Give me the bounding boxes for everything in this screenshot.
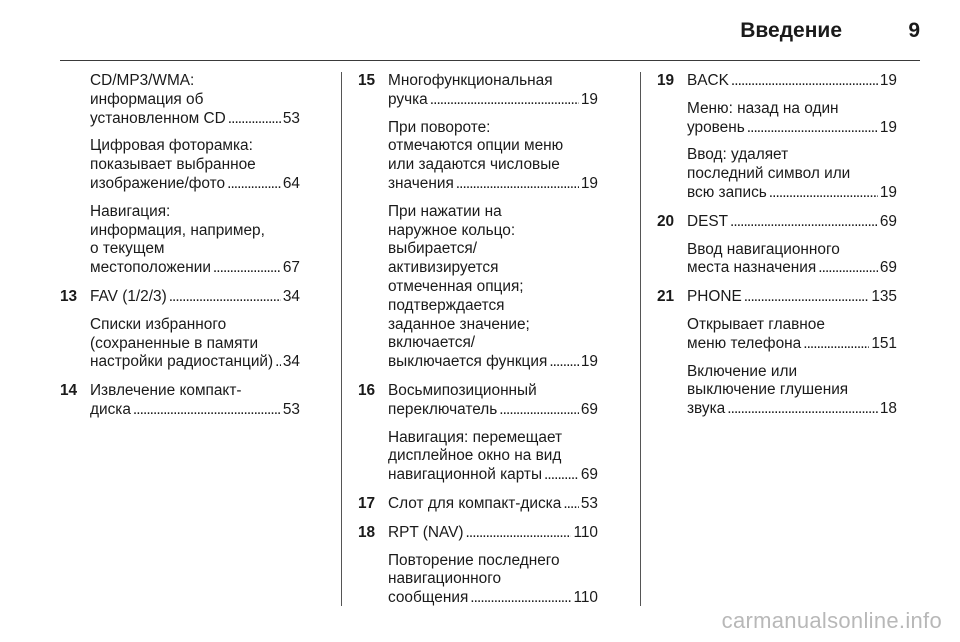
entry-text-line: значения: [388, 174, 454, 192]
entry-item: [687, 72, 897, 91]
entry-text-line: Списки избранного: [90, 315, 227, 333]
entry-text-line: звука: [687, 400, 726, 418]
entry-number: 13: [60, 287, 78, 305]
dot-leader: [731, 72, 878, 91]
entry-text-line: установленном CD: [90, 109, 226, 127]
legend-entry: [358, 72, 598, 372]
entry-text-line: выключение глушения: [687, 381, 849, 399]
entry-text-line: Ввод: удаляет: [687, 146, 789, 164]
legend-entry: [60, 72, 300, 278]
entry-item: [687, 213, 897, 232]
entry-text-line: Открывает главное: [687, 315, 825, 333]
legend-entry: [358, 382, 598, 485]
entry-reference-line: [687, 259, 897, 278]
column-divider: [341, 72, 342, 606]
entry-text-line: навигационного: [388, 570, 502, 588]
entry-item: [388, 524, 598, 543]
entry-reference-line: [687, 119, 897, 138]
entry-reference-line: [388, 524, 598, 543]
entry-text-line: сообщения: [388, 589, 469, 607]
entry-body: [687, 213, 897, 278]
entry-text-line: Меню: назад на один: [687, 99, 839, 117]
entry-text-line: Включение или: [687, 362, 798, 380]
entry-item: [90, 288, 300, 307]
page-reference: 110: [573, 589, 598, 607]
entry-item: [388, 72, 598, 110]
dot-leader: [499, 401, 579, 420]
entry-item: [687, 100, 897, 138]
page-header: [60, 0, 920, 61]
entry-item: [687, 241, 897, 279]
entry-text-line: показывает выбранное: [90, 156, 256, 174]
page-reference: 69: [580, 400, 598, 418]
dot-leader: [803, 335, 869, 354]
page-reference: 69: [879, 259, 897, 277]
entry-number: 14: [60, 382, 78, 400]
dot-leader: [466, 524, 572, 543]
entry-reference-line: [388, 353, 598, 372]
dot-leader: [213, 259, 281, 278]
dot-leader: [133, 401, 281, 420]
legend-entry: [60, 382, 300, 420]
page-reference: 110: [573, 523, 598, 541]
entry-reference-line: [388, 401, 598, 420]
entry-body: [687, 288, 897, 419]
entry-reference-line: [687, 184, 897, 203]
legend-entry: [657, 72, 897, 203]
page-reference: 19: [580, 90, 598, 108]
entry-number: 17: [358, 494, 376, 512]
entry-text-line: диска: [90, 400, 131, 418]
entry-text-line: ручка: [388, 90, 428, 108]
entry-reference-line: [90, 401, 300, 420]
legend-entry: [358, 495, 598, 514]
entry-text-line: о текущем: [90, 240, 165, 258]
entry-text-line: Извлечение компакт-: [90, 382, 242, 400]
dot-leader: [744, 288, 870, 307]
entry-body: [90, 72, 300, 278]
entry-reference-line: [687, 213, 897, 232]
entry-item: [90, 382, 300, 420]
entry-text-line: Навигация:: [90, 202, 171, 220]
page-number: 9: [908, 19, 920, 42]
entry-number: 15: [358, 72, 376, 89]
entry-text-line: Цифровая фоторамка:: [90, 137, 253, 155]
column-1: [60, 72, 300, 430]
entry-number: 18: [358, 523, 376, 541]
entry-text-line: выключается функция: [388, 353, 548, 371]
entry-text-line: подтверждается: [388, 296, 505, 314]
dot-leader: [769, 184, 878, 203]
entry-item: [388, 203, 598, 372]
entry-text-line: включается/: [388, 334, 476, 352]
dot-leader: [228, 110, 281, 129]
entry-item: [687, 363, 897, 419]
dot-leader: [730, 213, 878, 232]
entry-item: [388, 552, 598, 608]
entry-item: [687, 288, 897, 307]
entry-text-line: навигационной карты: [388, 466, 543, 484]
dot-leader: [430, 91, 579, 110]
entry-body: [388, 382, 598, 485]
page-reference: 53: [282, 109, 300, 127]
entry-text-line: CD/MP3/WMA:: [90, 72, 195, 89]
page-reference: 69: [580, 466, 598, 484]
entry-reference-line: [388, 175, 598, 194]
entry-text-line: При нажатии на: [388, 202, 502, 220]
entry-item: [388, 119, 598, 194]
dot-leader: [818, 259, 878, 278]
entry-body: [90, 382, 300, 420]
entry-text-line: FAV (1/2/3): [90, 287, 167, 305]
dot-leader: [563, 495, 579, 514]
entry-item: [388, 495, 598, 514]
entry-text-line: заданное значение;: [388, 315, 530, 333]
page-reference: 135: [871, 288, 897, 306]
entry-text-line: PHONE: [687, 288, 742, 306]
page-reference: 34: [282, 287, 300, 305]
entry-body: [388, 72, 598, 372]
entry-text-line: Многофункциональная: [388, 72, 553, 89]
dot-leader: [544, 466, 579, 485]
legend-entry: [60, 288, 300, 372]
entry-reference-line: [687, 288, 897, 307]
entry-text-line: DEST: [687, 212, 729, 230]
entry-reference-line: [90, 288, 300, 307]
entry-body: [687, 72, 897, 203]
entry-item: [388, 382, 598, 420]
entry-text-line: переключатель: [388, 400, 498, 418]
dot-leader: [227, 175, 281, 194]
entry-reference-line: [388, 589, 598, 608]
dot-leader: [470, 589, 571, 608]
entry-item: [687, 316, 897, 354]
page-reference: 19: [879, 183, 897, 201]
entry-body: [388, 495, 598, 514]
entry-reference-line: [90, 353, 300, 372]
entry-text-line: Слот для компакт-диска: [388, 494, 562, 512]
entry-text-line: всю запись: [687, 183, 767, 201]
entry-text-line: наружное кольцо:: [388, 221, 516, 239]
entry-text-line: настройки радиостанций): [90, 353, 274, 371]
entry-text-line: отмеченная опция;: [388, 277, 524, 295]
entry-text-line: Повторение последнего: [388, 551, 560, 569]
dot-leader: [549, 353, 579, 372]
entry-number: 20: [657, 212, 675, 230]
page-reference: 34: [282, 353, 300, 371]
page-reference: 53: [580, 494, 598, 512]
entry-text-line: активизируется: [388, 259, 499, 277]
entry-text-line: дисплейное окно на вид: [388, 447, 562, 465]
entry-reference-line: [687, 400, 897, 419]
entry-text-line: местоположении: [90, 259, 211, 277]
legend-entry: [657, 288, 897, 419]
entry-text-line: Восьмипозиционный: [388, 381, 537, 399]
entry-reference-line: [687, 335, 897, 354]
entry-text-line: последний символ или: [687, 165, 851, 183]
entry-text-line: информация, например,: [90, 221, 265, 239]
entry-text-line: RPT (NAV): [388, 523, 464, 541]
entry-text-line: выбирается/: [388, 240, 477, 258]
page-reference: 67: [282, 259, 300, 277]
entry-text-line: изображение/фото: [90, 174, 226, 192]
entry-text-line: меню телефона: [687, 334, 802, 352]
entry-reference-line: [90, 175, 300, 194]
entry-text-line: BACK: [687, 72, 729, 89]
dot-leader: [275, 353, 281, 372]
entry-text-line: места назначения: [687, 259, 817, 277]
entry-item: [90, 72, 300, 128]
page-reference: 19: [879, 72, 897, 89]
entry-text-line: отмечаются опции меню: [388, 137, 564, 155]
legend-entry: [358, 524, 598, 608]
entry-reference-line: [90, 110, 300, 129]
page-reference: 151: [871, 334, 897, 352]
page-reference: 19: [580, 353, 598, 371]
chapter-title: Введение: [740, 19, 842, 42]
dot-leader: [456, 175, 579, 194]
entry-reference-line: [90, 259, 300, 278]
entry-number: 19: [657, 72, 675, 89]
entry-item: [90, 137, 300, 193]
entry-item: [388, 429, 598, 485]
dot-leader: [727, 400, 878, 419]
entry-number: 16: [358, 381, 376, 399]
page-reference: 69: [879, 212, 897, 230]
page-reference: 19: [580, 174, 598, 192]
entry-reference-line: [388, 91, 598, 110]
dot-leader: [747, 119, 878, 138]
entry-item: [687, 146, 897, 202]
column-2: [358, 72, 598, 618]
watermark: carmanualsonline.info: [721, 608, 942, 633]
dot-leader: [169, 288, 281, 307]
entry-reference-line: [388, 466, 598, 485]
entry-item: [90, 203, 300, 278]
entry-text-line: или задаются числовые: [388, 156, 560, 174]
column-3: [657, 72, 897, 429]
entry-reference-line: [388, 495, 598, 514]
legend-entry: [657, 213, 897, 278]
entry-item: [90, 316, 300, 372]
page-reference: 53: [282, 400, 300, 418]
page-reference: 18: [879, 400, 897, 418]
page-reference: 64: [282, 174, 300, 192]
entry-number: 21: [657, 288, 675, 306]
entry-body: [388, 524, 598, 608]
entry-text-line: Навигация: перемещает: [388, 428, 563, 446]
entry-body: [90, 288, 300, 372]
entry-text-line: информация об: [90, 90, 204, 108]
entry-text-line: (сохраненные в памяти: [90, 334, 259, 352]
entry-text-line: При повороте:: [388, 118, 491, 136]
entry-reference-line: [687, 72, 897, 91]
entry-text-line: Ввод навигационного: [687, 240, 840, 258]
entry-text-line: уровень: [687, 118, 745, 136]
column-divider: [640, 72, 641, 606]
page-reference: 19: [879, 118, 897, 136]
